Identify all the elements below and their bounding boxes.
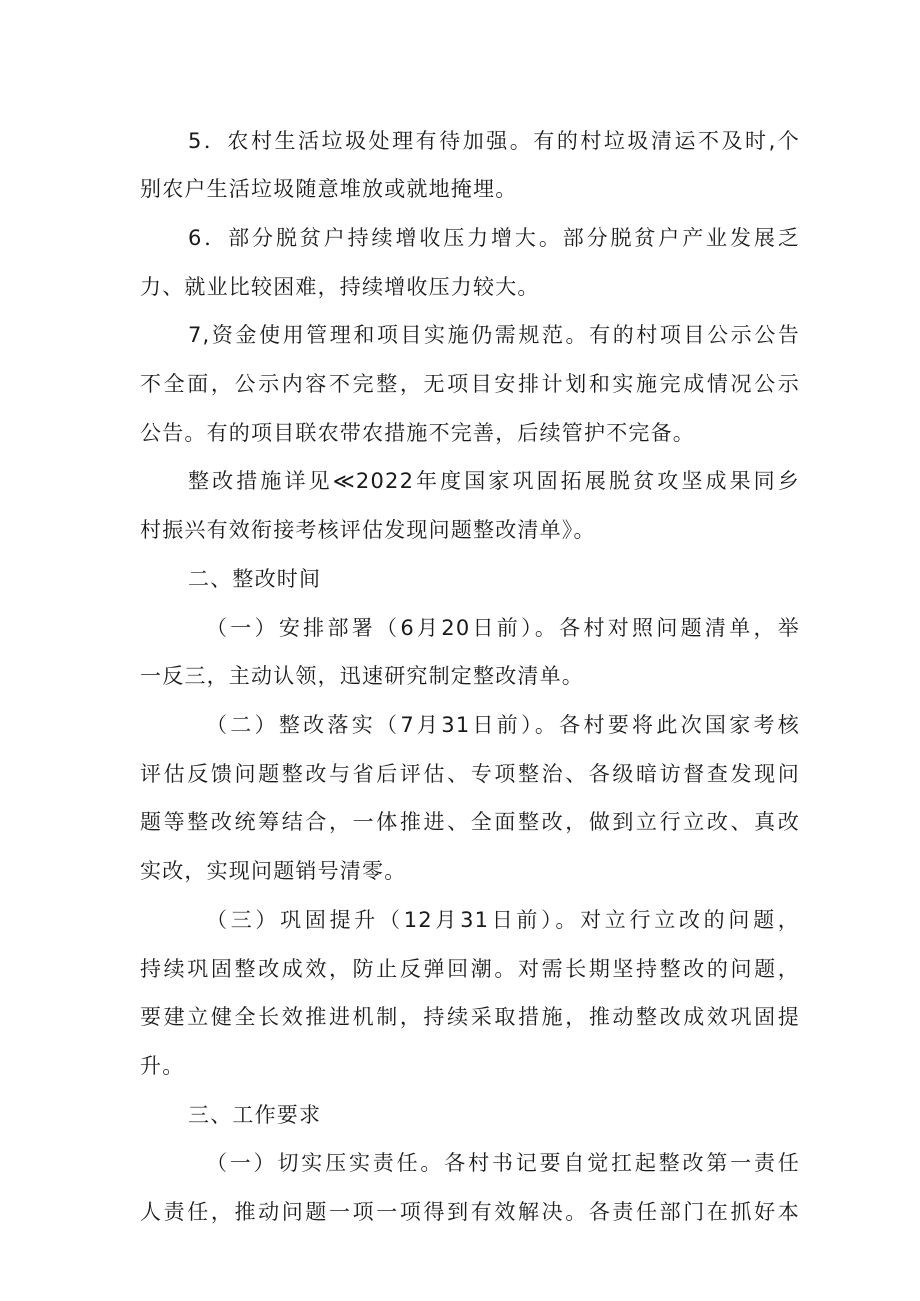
paragraph-7-line-1: 7,资金使用管理和项目实施仍需规范。有的村项目公示公告 [188,323,800,347]
requirement-item-1-line-1: （一）切实压实责任。各村书记要自觉扛起整改第一责任 [206,1151,800,1175]
paragraph-6-line-1: 6．部分脱贫户持续增收压力增大。部分脱贫户产业发展乏 [188,226,800,250]
timeline-item-2-line-1: （二）整改落实（7月31日前）。各村要将此次国家考核 [206,713,800,737]
timeline-item-1-line-1: （一）安排部署（6月20日前）。各村对照问题清单，举 [206,616,800,640]
timeline-item-1-line-2: 一反三，主动认领，迅速研究制定整改清单。 [140,664,584,688]
paragraph-7-line-2: 不全面，公示内容不完整，无项目安排计划和实施完成情况公示 [140,372,800,396]
measures-line-1: 整改措施详见≪2022年度国家巩固拓展脱贫攻坚成果同乡 [188,469,800,493]
timeline-item-2-line-3: 题等整改统筹结合，一体推进、全面整改，做到立行立改、真改 [140,810,800,834]
timeline-item-3-line-4: 升。 [140,1054,185,1078]
paragraph-5-line-2: 别农户生活垃圾随意堆放或就地掩埋。 [140,177,518,201]
timeline-item-3-line-1: （三）巩固提升（12月31日前）。对立行立改的问题， [206,908,800,932]
timeline-item-3-line-2: 持续巩固整改成效，防止反弹回潮。对需长期坚持整改的问题， [140,957,800,981]
paragraph-7-line-3: 公告。有的项目联农带农措施不完善，后续管护不完备。 [140,421,695,445]
timeline-item-2-line-2: 评估反馈问题整改与省后评估、专项整治、各级暗访督查发现问 [140,762,800,786]
paragraph-6-line-2: 力、就业比较困难，持续增收压力较大。 [140,275,540,299]
section-heading-3: 三、工作要求 [188,1103,322,1127]
paragraph-5-line-1: 5．农村生活垃圾处理有待加强。有的村垃圾清运不及时,个 [188,129,800,153]
section-heading-2: 二、整改时间 [188,567,322,591]
timeline-item-3-line-3: 要建立健全长效推进机制，持续采取措施，推动整改成效巩固提 [140,1005,800,1029]
timeline-item-2-line-4: 实改，实现问题销号清零。 [140,859,407,883]
requirement-item-1-line-2: 人责任，推动问题一项一项得到有效解决。各责任部门在抓好本 [140,1200,800,1224]
measures-line-2: 村振兴有效衔接考核评估发现问题整改清单》。 [140,518,596,542]
